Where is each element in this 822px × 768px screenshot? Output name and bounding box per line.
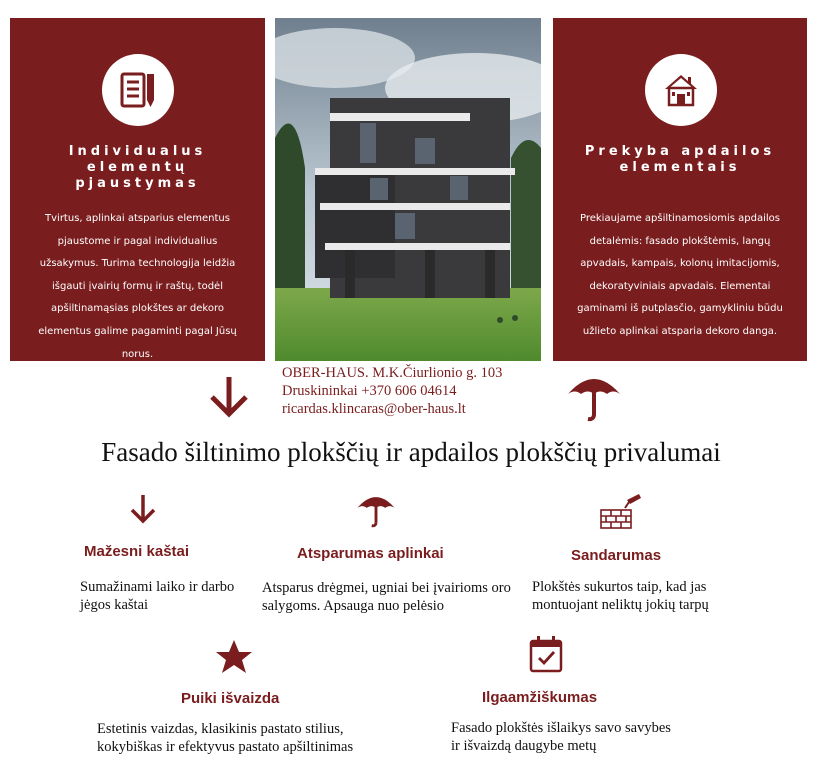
house-icon [662, 71, 700, 109]
building-photo [275, 18, 541, 361]
feature-text-durability: Fasado plokštės išlaikys savo savybes ir išvaizdą daugybe metų [451, 720, 671, 754]
feature-text-resistance: Atsparus drėgmei, ugniai bei įvairioms oro salygoms. Apsauga nuo pelėsio [262, 580, 511, 614]
panel-individual-cutting [10, 18, 265, 361]
panel-left-icon-circle [102, 54, 174, 126]
umbrella-icon [566, 372, 622, 422]
star-icon [214, 638, 254, 676]
feature-title-costs: Mažesni kaštai [84, 543, 190, 560]
feature-title-resistance: Atsparumas aplinkai [297, 545, 444, 562]
contact-info [282, 364, 502, 418]
arrow-down-icon [206, 373, 252, 419]
contact-address: OBER-HAUS. M.K.Čiurlionio g. 103 [282, 365, 503, 381]
page-heading: Fasado šiltinimo plokščių ir apdailos plokščių privalumai [101, 437, 721, 467]
arrow-down-icon [128, 493, 158, 525]
contact-city-phone: Druskininkai +370 606 04614 [282, 383, 457, 399]
contact-email[interactable]: ricardas.klincaras@ober-haus.lt [282, 401, 466, 417]
panel-right-text: Prekiaujame apšiltinamosiomis apdailos detalėmis: fasado plokštėmis, langų apvadais, kampais, kolonų imitacijomis, dekoratyviniais apvadais. Elementai gaminami iš putplasčio, gamykliniu būdu užlieto aplinkai atsparia dekoro danga. [577, 213, 783, 337]
panel-right-icon-circle [645, 54, 717, 126]
feature-title-durability: Ilgaamžiškumas [482, 689, 598, 706]
brick-wall-icon [599, 492, 643, 530]
umbrella-icon [356, 492, 396, 528]
feature-title-appearance: Puiki išvaizda [181, 690, 280, 707]
document-pencil-icon [118, 70, 158, 110]
calendar-check-icon [529, 635, 563, 673]
panel-left-title: Individualus elementų pjaustymas [68, 144, 207, 191]
panel-left-text: Tvirtus, aplinkai atsparius elementus pjaustome ir pagal individualius užsakymus. Turima technologija leidžia išgauti įvairių formų ir raštų, todėl apšiltinamąsias plokštes ar dekoro elementus galime pagaminti pagal Jūsų norus. [38, 213, 237, 360]
panel-trade-elements [553, 18, 807, 361]
feature-text-tightness: Plokštės sukurtos taip, kad jas montuojant neliktų jokių tarpų [532, 579, 709, 613]
feature-text-appearance: Estetinis vaizdas, klasikinis pastato stilius, kokybiškas ir efektyvus pastato apšiltinimas [97, 721, 354, 755]
feature-title-tightness: Sandarumas [571, 547, 662, 564]
panel-right-title: Prekyba apdailos elementais [584, 144, 776, 175]
feature-text-costs: Sumažinami laiko ir darbo jėgos kaštai [80, 579, 235, 613]
